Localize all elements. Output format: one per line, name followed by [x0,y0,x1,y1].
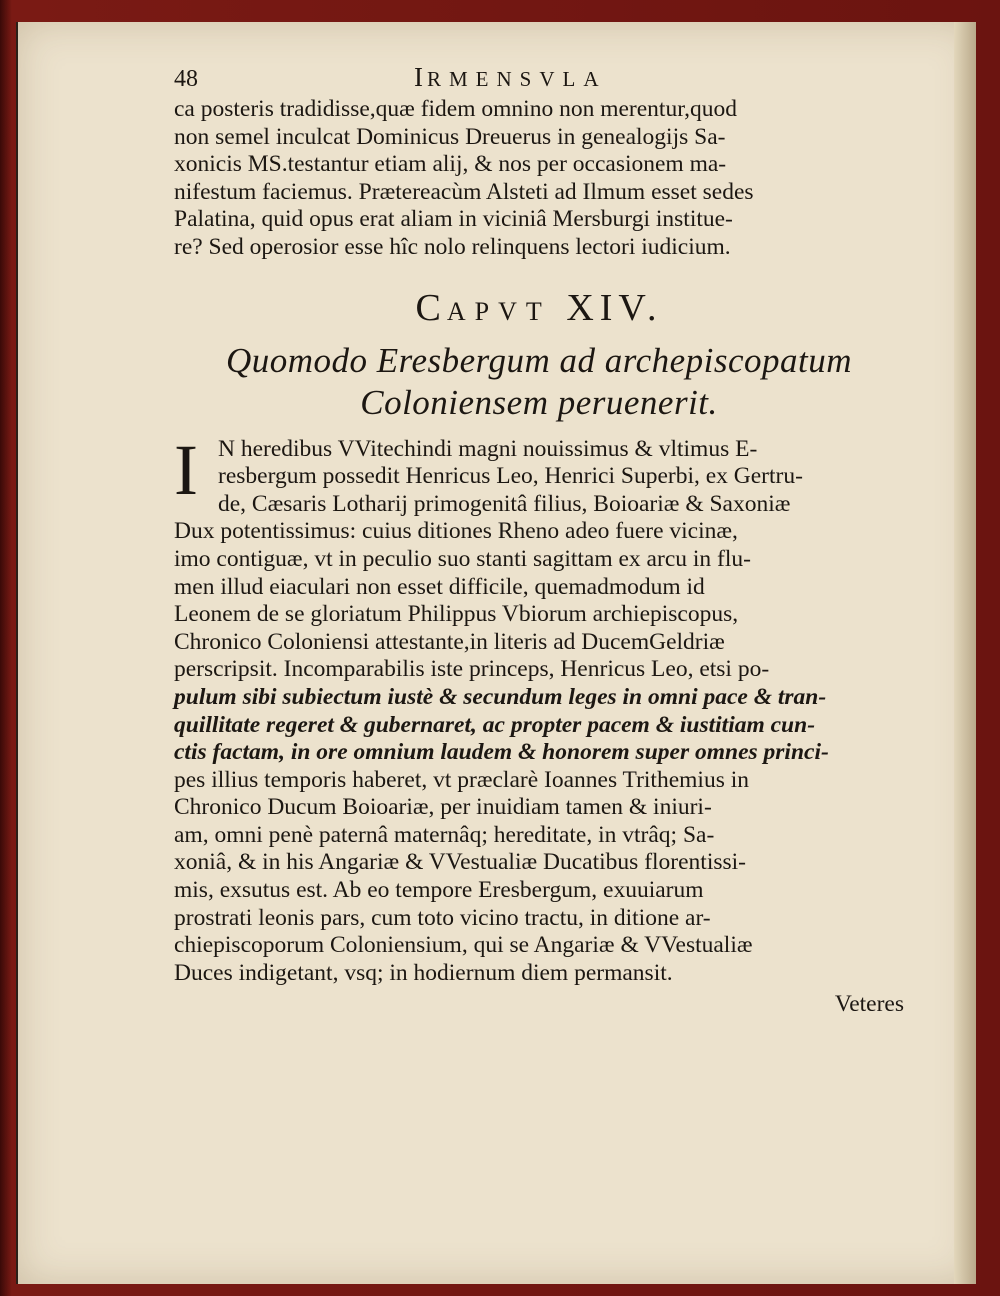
running-title-rest: RMENSVLA [427,67,607,91]
text-line: xonicis MS.testantur etiam alij, & nos per occasionem ma- [174,151,727,178]
text-line: resbergum possedit Henricus Leo, Henrici Superbi, ex Gertru- [218,463,803,490]
drop-cap: I [174,429,198,510]
text-line: Palatina, quid opus erat aliam in viciniâ Mersburgi institue- [174,206,733,233]
text-line: men illud eiaculari non esset difficile, quemadmodum id [174,573,705,600]
chapter-subtitle [174,340,904,424]
chapter-numeral: XIV. [566,286,663,329]
text-line: Leonem de se gloriatum Philippus Vbiorum archiepiscopus, [174,601,739,628]
chapter-heading-initial: C [415,286,447,329]
text-line: pes illius temporis haberet, vt præclarè Ioannes Trithemius in [174,766,750,793]
text-line: quillitate regeret & gubernaret, ac propter pacem & iustitiam cun- [174,711,816,738]
text-line: ctis factam, in ore omnium laudem & honorem super omnes princi- [174,739,829,766]
chapter-heading-word: APVT [446,296,551,326]
chapter-subtitle-line: Coloniensem peruenerit. [360,382,718,422]
text-line: Chronico Ducum Boioariæ, per inuidiam tamen & iniuri- [174,794,712,821]
text-line: ca posteris tradidisse,quæ fidem omnino non merentur,quod [174,96,737,122]
text-line: non semel inculcat Dominicus Dreuerus in genealogijs Sa- [174,123,726,150]
text-line: de, Cæsaris Lotharij primogenitâ filius, Boioariæ & Saxoniæ [218,490,791,517]
text-line: N heredibus VVitechindi magni nouissimus & vltimus E- [218,435,758,462]
main-paragraph [174,429,904,988]
page-text-block [174,64,904,1019]
page-gutter [954,22,976,1284]
catchword: Veteres [834,991,904,1018]
text-line: Chronico Coloniensi attestante,in literis ad DucemGeldriæ [174,628,725,655]
running-title-initial: I [414,62,427,92]
text-line: Dux potentissimus: cuius ditiones Rheno adeo fuere vicinæ, [174,518,738,545]
text-line: re? Sed operosior esse hîc nolo relinquens lectori iudicium. [174,233,731,260]
text-line: mis, exsutus est. Ab eo tempore Eresbergum, exuuiarum [174,877,704,904]
text-line: xoniâ, & in his Angariæ & VVestualiæ Ducatibus florentissi- [174,849,747,876]
text-line: nifestum faciemus. Prætereacùm Alsteti ad Ilmum esset sedes [174,178,754,205]
running-header [174,64,904,94]
running-title [414,64,607,94]
text-line: chiepiscoporum Coloniensium, qui se Angariæ & VVestualiæ [174,932,753,959]
text-line: perscripsit. Incomparabilis iste princeps, Henricus Leo, etsi po- [174,656,770,683]
text-line: prostrati leonis pars, cum toto vicino tractu, in ditione ar- [174,904,711,931]
top-paragraph [174,96,904,262]
page-number: 48 [174,66,198,92]
chapter-subtitle-line: Quomodo Eresbergum ad archepiscopatum [225,340,853,380]
text-line: pulum sibi subiectum iustè & secundum leges in omni pace & tran- [174,683,827,710]
text-line: imo contiguæ, vt in peculio suo stanti sagittam ex arcu in flu- [174,545,751,572]
text-line: am, omni penè paternâ maternâq; hereditate, in vtrâq; Sa- [174,821,715,848]
book-page [16,22,976,1284]
chapter-heading [174,286,904,334]
text-line: Duces indigetant, vsq; in hodiernum diem permansit. [174,959,673,986]
